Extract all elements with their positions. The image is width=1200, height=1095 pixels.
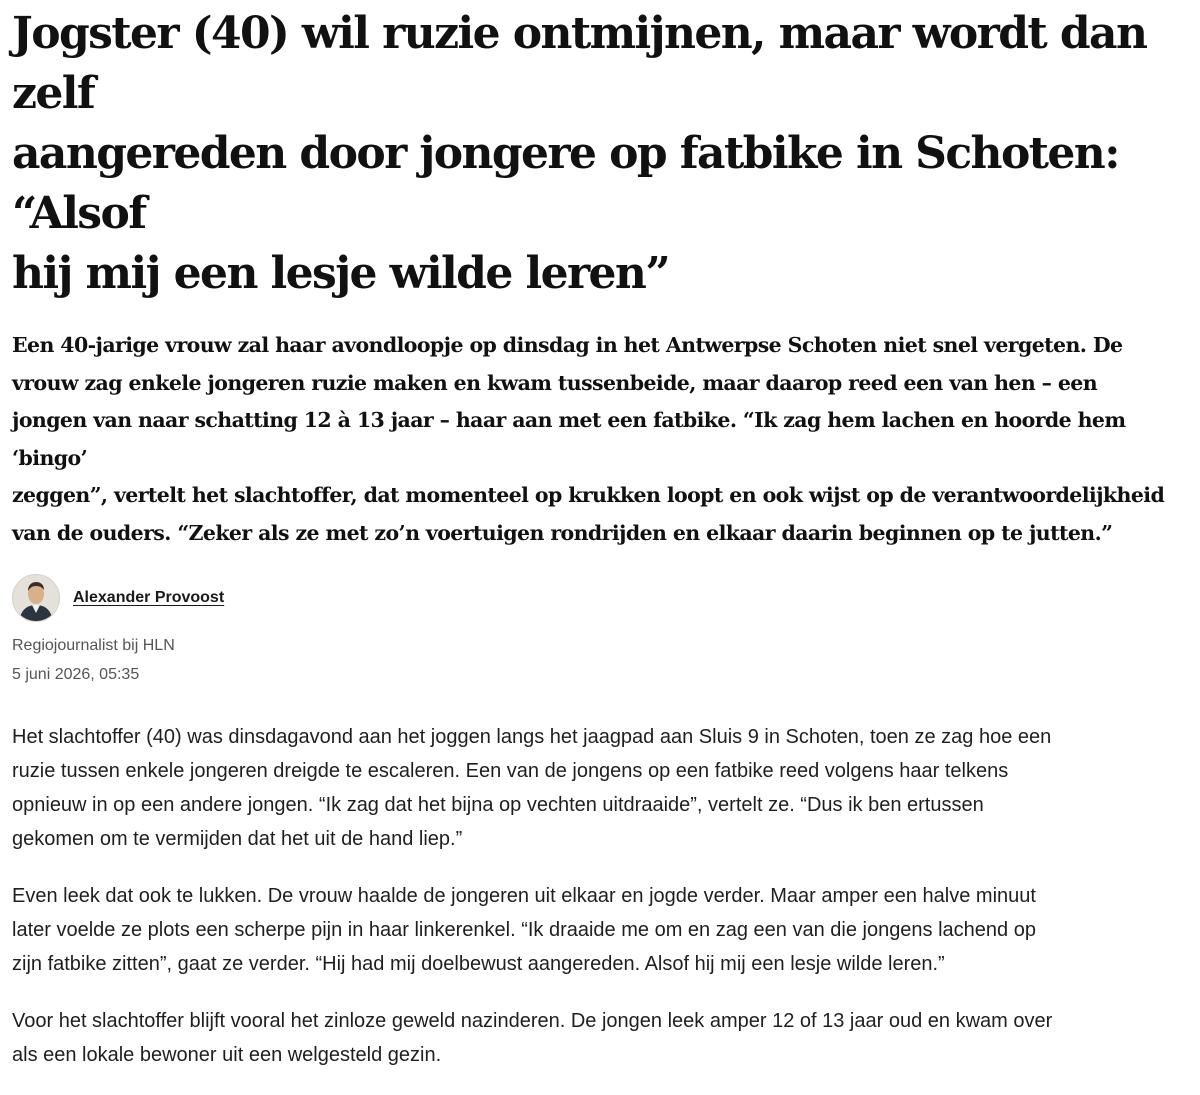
- body-paragraph: [12, 720, 1188, 856]
- lead-line: van de ouders. “Zeker als ze met zo’n voertuigen rondrijden en elkaar daarin beginnen op te jutten.”: [12, 520, 1113, 545]
- body-paragraph: [12, 1004, 1188, 1072]
- body-line: later voelde ze plots een scherpe pijn in haar linkerenkel. “Ik draaide me om en zag een van die jongens lachend op: [12, 919, 1036, 941]
- headline: [12, 0, 1188, 304]
- body-line: Voor het slachtoffer blijft vooral het zinloze geweld nazinderen. De jongen leek amper 12 of 13 jaar oud en kwam over: [12, 1010, 1053, 1032]
- body-line: Het slachtoffer (40) was dinsdagavond aan het joggen langs het jaagpad aan Sluis 9 in Schoten, toen ze zag hoe een: [12, 726, 1052, 748]
- lead-line: Een 40-jarige vrouw zal haar avondloopje op dinsdag in het Antwerpse Schoten niet snel vergeten. De: [12, 333, 1123, 357]
- author-role: Regiojournalist bij HLN: [12, 637, 175, 654]
- body-line: zijn fatbike zitten”, gaat ze verder. “Hij had mij doelbewust aangereden. Alsof hij mij een lesje wilde leren.”: [12, 953, 945, 975]
- lead-line: jongen van naar schatting 12 à 13 jaar – haar aan met een fatbike. “Ik zag hem lachen en hoorde hem ‘bingo’: [12, 408, 1126, 470]
- article: [12, 0, 1188, 1095]
- article-lead: [12, 327, 1188, 552]
- body-line: als een lokale bewoner uit een welgesteld gezin.: [12, 1044, 442, 1066]
- publication-date: 5 juni 2026, 05:35: [12, 666, 140, 683]
- author-name-link[interactable]: Alexander Provoost: [73, 589, 225, 606]
- body-line: ruzie tussen enkele jongeren dreigde te escaleren. Een van de jongens op een fatbike reed volgens haar telkens: [12, 760, 1009, 782]
- headline-line: Jogster (40) wil ruzie ontmijnen, maar wordt dan zelf: [12, 8, 1147, 119]
- author-byline: [12, 574, 1188, 622]
- body-paragraph: [12, 879, 1188, 981]
- lead-line: zeggen”, vertelt het slachtoffer, dat momenteel op krukken loopt en ook wijst op de verantwoordelijkheid: [12, 483, 1165, 507]
- body-line: opnieuw in op een andere jongen. “Ik zag dat het bijna op vechten uitdraaide”, vertelt ze. “Dus ik ben ertussen: [12, 794, 984, 816]
- body-line: gekomen om te vermijden dat het uit de hand liep.”: [12, 828, 463, 850]
- author-portrait-icon: [13, 575, 59, 621]
- author-avatar[interactable]: [12, 574, 60, 622]
- headline-line: hij mij een lesje wilde leren”: [12, 248, 670, 299]
- article-body: [12, 720, 1188, 1072]
- body-line: Even leek dat ook te lukken. De vrouw haalde de jongeren uit elkaar en jogde verder. Maar amper een halve minuut: [12, 885, 1036, 907]
- headline-line: aangereden door jongere op fatbike in Schoten: “Alsof: [12, 128, 1119, 239]
- lead-line: vrouw zag enkele jongeren ruzie maken en kwam tussenbeide, maar daarop reed een van hen – een: [12, 370, 1098, 395]
